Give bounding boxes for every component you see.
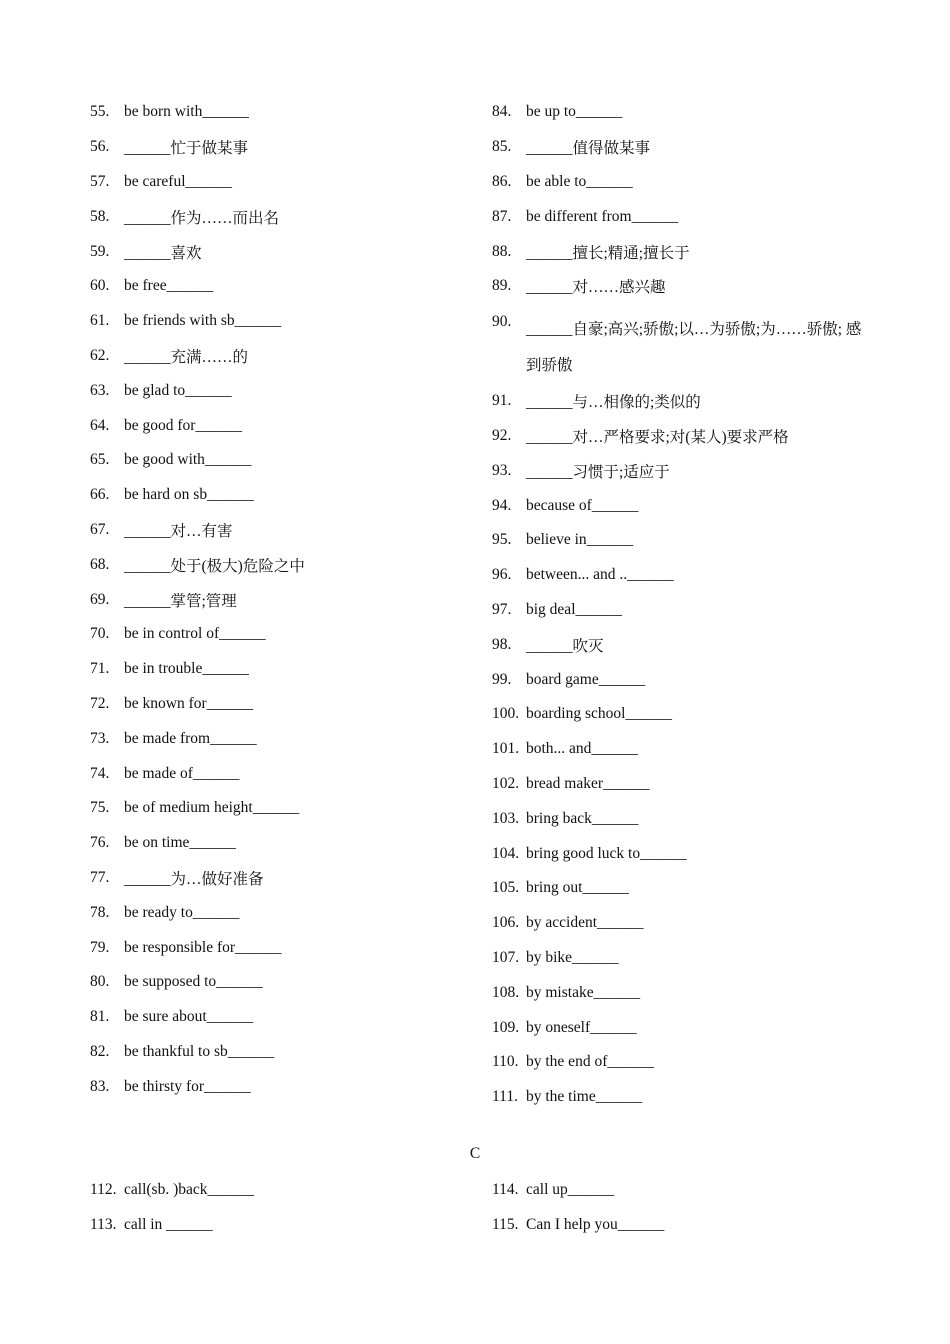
vocab-item [90, 721, 470, 756]
item-number: 106. [492, 914, 520, 932]
item-number: 91. [492, 392, 512, 410]
vocab-item [492, 558, 862, 593]
item-text: be ready to______ [124, 903, 240, 921]
item-text: be thirsty for______ [124, 1077, 251, 1095]
item-number: 56. [90, 138, 110, 156]
vocab-item [492, 1010, 862, 1045]
item-number: 77. [90, 868, 110, 886]
item-text: call(sb. )back______ [124, 1181, 254, 1199]
item-number: 103. [492, 809, 520, 827]
item-text: bring good luck to______ [526, 844, 687, 862]
item-text: by accident______ [526, 914, 644, 932]
item-text: by mistake______ [526, 983, 641, 1001]
item-text: ______值得做某事 [526, 140, 651, 158]
item-text: be in trouble______ [124, 660, 249, 678]
item-number: 94. [492, 496, 512, 514]
item-number: 105. [492, 879, 520, 897]
item-text: bread maker______ [526, 774, 650, 792]
vocab-item [90, 1208, 470, 1243]
vocab-item [492, 906, 862, 941]
item-number: 98. [492, 635, 512, 653]
item-text: ______作为……而出名 [124, 209, 280, 227]
vocab-item [90, 617, 470, 652]
vocab-item [492, 453, 862, 488]
item-text: be known for______ [124, 694, 254, 712]
vocab-item [90, 582, 470, 617]
vocab-item [492, 304, 862, 384]
vocab-item [90, 1069, 470, 1104]
vocab-item [492, 871, 862, 906]
item-number: 67. [90, 520, 110, 538]
item-text: believe in______ [526, 531, 634, 549]
vocab-item [90, 478, 470, 513]
vocab-item [492, 732, 862, 767]
item-number: 64. [90, 416, 110, 434]
item-number: 93. [492, 461, 512, 479]
item-number: 66. [90, 486, 110, 504]
item-text: both... and______ [526, 740, 638, 758]
vocab-item [90, 1000, 470, 1035]
item-text: because of______ [526, 496, 639, 514]
item-number: 95. [492, 531, 512, 549]
vocab-item [90, 373, 470, 408]
item-text: ______为…做好准备 [124, 870, 264, 888]
item-number: 100. [492, 705, 520, 723]
vocab-item [90, 234, 470, 269]
vocab-item [492, 697, 862, 732]
item-text: be on time______ [124, 834, 236, 852]
item-number: 107. [492, 948, 520, 966]
item-number: 60. [90, 277, 110, 295]
item-text: by oneself______ [526, 1018, 637, 1036]
right-column [492, 95, 862, 1115]
item-text: be good for______ [124, 416, 242, 434]
item-text: call up______ [526, 1181, 615, 1199]
item-text: ______充满……的 [124, 348, 249, 366]
vocab-item [492, 269, 862, 304]
vocab-item [492, 384, 862, 419]
item-text: ______对…有害 [124, 522, 233, 540]
item-number: 73. [90, 729, 110, 747]
item-text: be sure about______ [124, 1008, 254, 1026]
item-number: 75. [90, 799, 110, 817]
item-text: be glad to______ [124, 381, 232, 399]
vocab-item [90, 861, 470, 896]
vocab-item [90, 339, 470, 374]
item-text: be thankful to sb______ [124, 1042, 275, 1060]
item-number: 92. [492, 426, 512, 444]
item-number: 82. [90, 1042, 110, 1060]
vocab-item [90, 652, 470, 687]
item-number: 81. [90, 1008, 110, 1026]
item-number: 115. [492, 1216, 519, 1234]
vocab-item [90, 930, 470, 965]
vocab-item [492, 1208, 862, 1243]
item-text: be up to______ [526, 103, 623, 121]
vocab-item [492, 130, 862, 165]
vocab-item [492, 662, 862, 697]
item-text: ______对……感兴趣 [526, 279, 666, 297]
vocab-item [492, 1080, 862, 1115]
vocab-item [492, 767, 862, 802]
item-number: 83. [90, 1077, 110, 1095]
vocab-item [492, 975, 862, 1010]
item-number: 87. [492, 207, 512, 225]
item-number: 113. [90, 1216, 117, 1234]
item-number: 80. [90, 973, 110, 991]
vocab-item [492, 801, 862, 836]
item-text: by bike______ [526, 948, 619, 966]
item-number: 72. [90, 694, 110, 712]
item-text: be able to______ [526, 172, 633, 190]
item-number: 89. [492, 277, 512, 295]
item-text: be careful______ [124, 172, 233, 190]
item-text: be made from______ [124, 729, 257, 747]
item-number: 74. [90, 764, 110, 782]
item-number: 58. [90, 207, 110, 225]
item-number: 70. [90, 625, 110, 643]
item-number: 57. [90, 172, 110, 190]
item-text: be different from______ [526, 207, 679, 225]
section-c-right-column [492, 1173, 862, 1243]
item-text: ______处于(极大)危险之中 [124, 557, 305, 575]
vocab-item [90, 269, 470, 304]
item-text: ______擅长;精通;擅长于 [526, 244, 690, 262]
vocab-item [90, 165, 470, 200]
item-number: 68. [90, 555, 110, 573]
item-number: 90. [492, 312, 512, 330]
item-number: 104. [492, 844, 520, 862]
item-text: be good with______ [124, 451, 252, 469]
item-number: 97. [492, 600, 512, 618]
item-number: 63. [90, 381, 110, 399]
vocab-item [492, 165, 862, 200]
item-number: 76. [90, 834, 110, 852]
vocab-item [492, 1173, 862, 1208]
item-text: by the end of______ [526, 1053, 654, 1071]
item-text: Can I help you______ [526, 1216, 665, 1234]
item-number: 71. [90, 660, 110, 678]
item-text: be supposed to______ [124, 973, 263, 991]
vocab-item [90, 304, 470, 339]
vocab-item [492, 836, 862, 871]
vocab-item [90, 547, 470, 582]
item-text: be born with______ [124, 103, 249, 121]
item-text: call in ______ [124, 1216, 213, 1234]
item-text: ______习惯于;适应于 [526, 463, 670, 481]
vocab-item [90, 199, 470, 234]
item-text: ______忙于做某事 [124, 140, 249, 158]
left-column [90, 95, 470, 1104]
item-number: 88. [492, 242, 512, 260]
vocab-item [492, 95, 862, 130]
vocab-item [90, 513, 470, 548]
vocab-item [492, 593, 862, 628]
vocab-item [492, 523, 862, 558]
item-number: 109. [492, 1018, 520, 1036]
item-number: 101. [492, 740, 520, 758]
section-heading: C [469, 1145, 481, 1162]
item-text: big deal______ [526, 600, 622, 618]
vocab-item [90, 895, 470, 930]
item-number: 102. [492, 774, 520, 792]
item-text: be in control of______ [124, 625, 266, 643]
vocab-item [90, 826, 470, 861]
vocab-item [492, 234, 862, 269]
item-text: ______自豪;高兴;骄傲;以…为骄傲;为……骄傲; 感到骄傲 [526, 320, 862, 374]
item-text: ______掌管;管理 [124, 592, 237, 610]
item-number: 79. [90, 938, 110, 956]
vocab-item [90, 1035, 470, 1070]
item-number: 59. [90, 242, 110, 260]
vocab-item [90, 791, 470, 826]
item-text: ______吹灭 [526, 637, 604, 655]
item-number: 69. [90, 590, 110, 608]
vocab-item [90, 95, 470, 130]
vocab-item [90, 443, 470, 478]
item-number: 108. [492, 983, 520, 1001]
vocab-item [90, 687, 470, 722]
item-number: 112. [90, 1181, 117, 1199]
item-text: by the time______ [526, 1088, 643, 1106]
item-number: 85. [492, 138, 512, 156]
item-number: 96. [492, 566, 512, 584]
vocab-item [492, 627, 862, 662]
item-number: 110. [492, 1053, 519, 1071]
item-number: 65. [90, 451, 110, 469]
item-text: be responsible for______ [124, 938, 282, 956]
item-number: 114. [492, 1181, 519, 1199]
vocab-item [90, 1173, 470, 1208]
vocab-item [90, 756, 470, 791]
vocab-item [90, 130, 470, 165]
item-text: ______对…严格要求;对(某人)要求严格 [526, 428, 789, 446]
item-number: 62. [90, 346, 110, 364]
item-text: board game______ [526, 670, 646, 688]
item-text: ______喜欢 [124, 244, 202, 262]
item-number: 86. [492, 172, 512, 190]
item-text: be of medium height______ [124, 799, 300, 817]
item-text: be free______ [124, 277, 214, 295]
vocab-item [492, 199, 862, 234]
vocab-item [90, 965, 470, 1000]
vocab-item [492, 1045, 862, 1080]
vocab-item [492, 488, 862, 523]
section-c-left-column [90, 1173, 470, 1243]
item-number: 111. [492, 1088, 518, 1106]
item-number: 84. [492, 103, 512, 121]
vocab-item [492, 419, 862, 454]
item-number: 78. [90, 903, 110, 921]
item-number: 99. [492, 670, 512, 688]
item-text: ______与…相像的;类似的 [526, 394, 701, 412]
item-text: be hard on sb______ [124, 486, 254, 504]
item-text: bring back______ [526, 809, 639, 827]
vocab-item [492, 941, 862, 976]
item-text: between... and ..______ [526, 566, 674, 584]
item-number: 61. [90, 312, 110, 330]
item-text: be friends with sb______ [124, 312, 282, 330]
item-number: 55. [90, 103, 110, 121]
item-text: be made of______ [124, 764, 240, 782]
item-text: bring out______ [526, 879, 629, 897]
vocab-item [90, 408, 470, 443]
item-text: boarding school______ [526, 705, 672, 723]
